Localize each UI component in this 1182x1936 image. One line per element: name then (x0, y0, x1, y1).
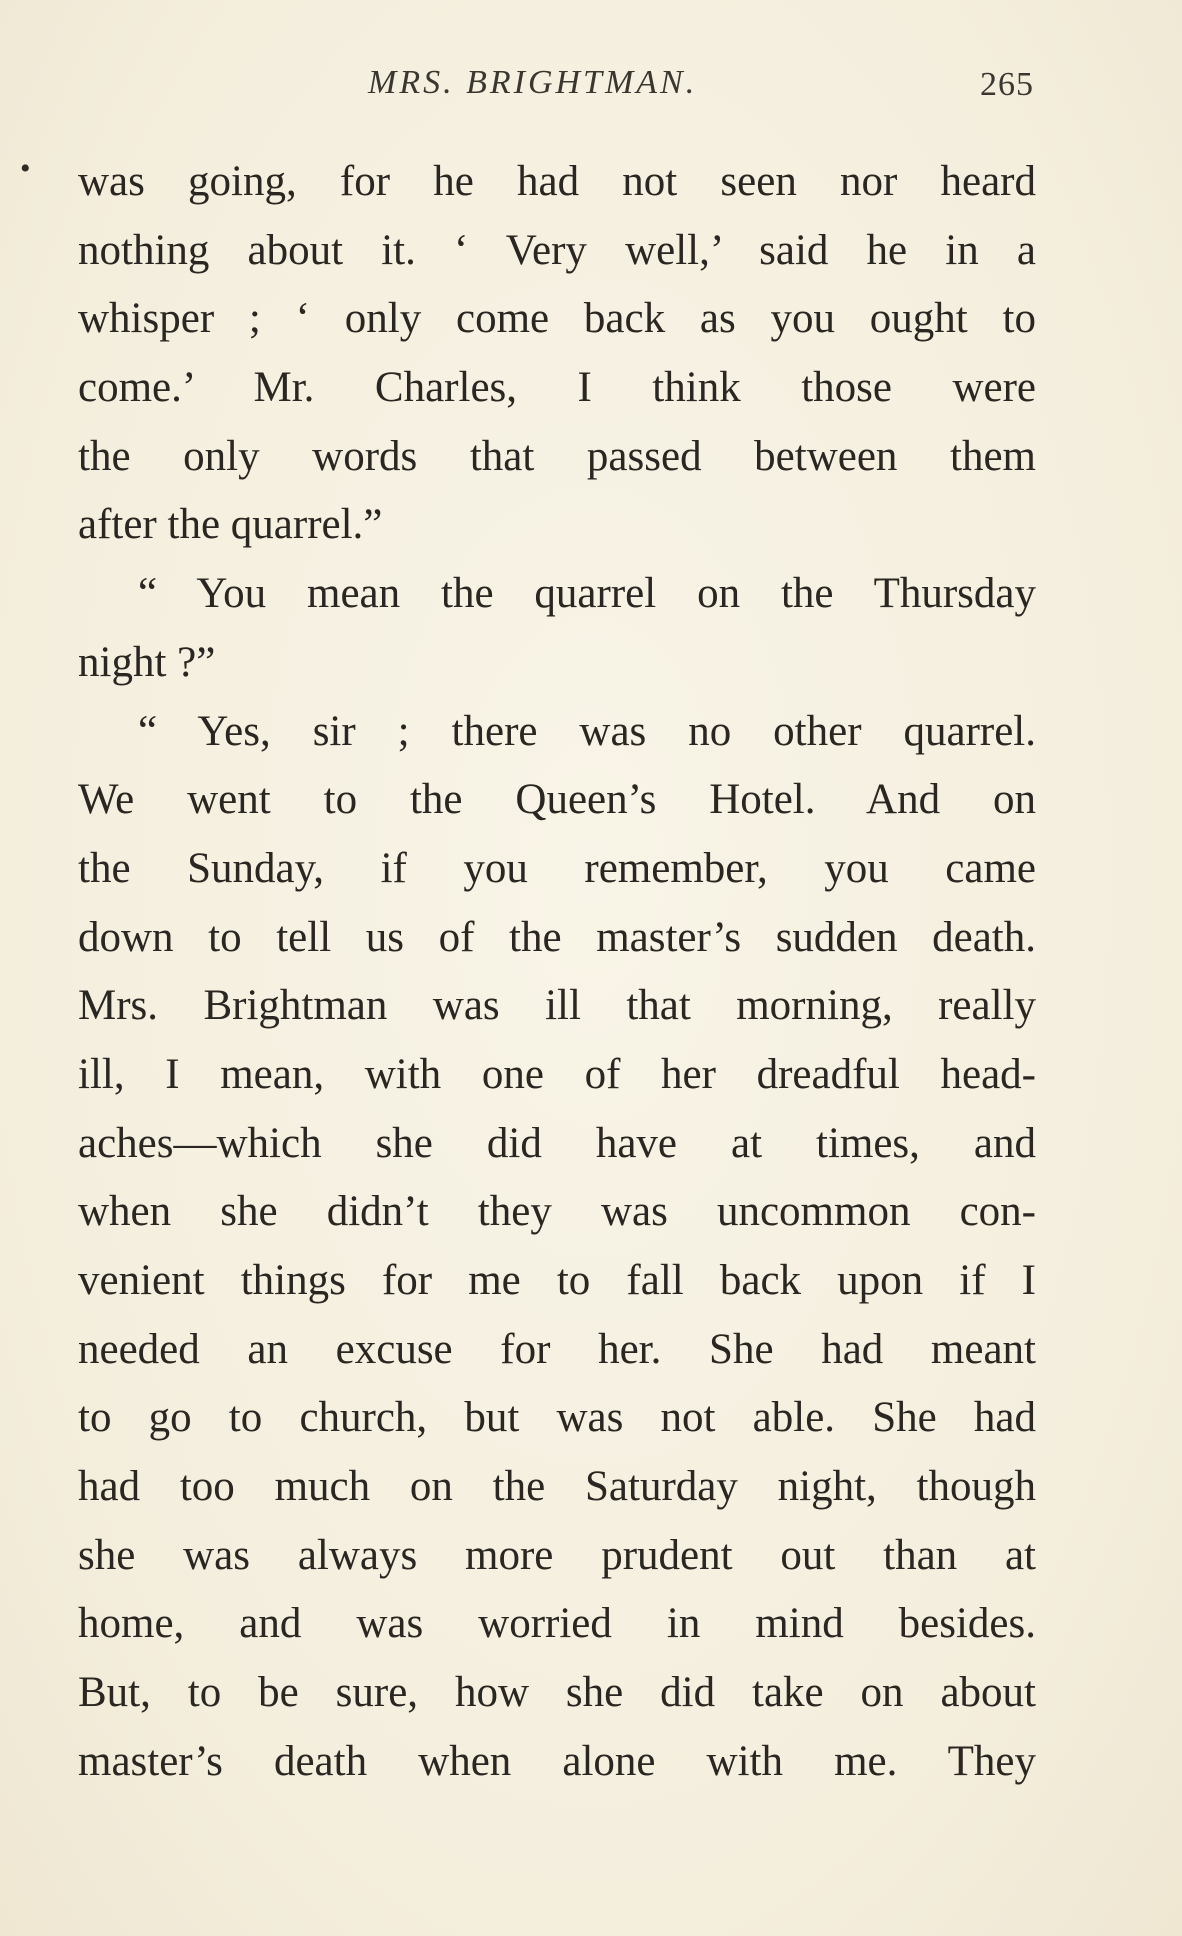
text-line: the Sunday, if you remember, you came (78, 844, 1036, 892)
text-line: “ Yes, sir ; there was no other quarrel. (138, 707, 1036, 755)
text-line: But, to be sure, how she did take on about (78, 1669, 1036, 1717)
text-line: to go to church, but was not able. She had (78, 1394, 1036, 1442)
running-title: MRS. BRIGHTMAN. (368, 64, 698, 101)
text-line: after the quarrel.” (78, 501, 383, 549)
text-line: home, and was worried in mind besides. (78, 1600, 1036, 1648)
text-line: venient things for me to fall back upon if I (78, 1257, 1036, 1304)
text-line: whisper ; ‘ only come back as you ought to (78, 295, 1036, 343)
text-line: nothing about it. ‘ Very well,’ said he in a (78, 226, 1036, 274)
text-line: night ?” (78, 638, 216, 686)
text-line: was going, for he had not seen nor heard (78, 158, 1036, 205)
text-line: “ You mean the quarrel on the Thursday (138, 570, 1036, 618)
text-line: Mrs. Brightman was ill that morning, really (78, 982, 1036, 1030)
page-number: 265 (980, 66, 1034, 103)
body-text (78, 148, 1036, 1797)
text-line: she was always more prudent out than at (78, 1531, 1036, 1579)
text-line: had too much on the Saturday night, though (78, 1463, 1036, 1511)
margin-mark: • (20, 152, 31, 185)
text-line: come.’ Mr. Charles, I think those were (78, 364, 1036, 412)
text-line: We went to the Queen’s Hotel. And on (78, 776, 1036, 824)
text-line: master’s death when alone with me. They (78, 1737, 1036, 1785)
text-line: aches—which she did have at times, and (78, 1119, 1036, 1167)
text-line: the only words that passed between them (78, 432, 1036, 480)
text-line: ill, I mean, with one of her dreadful head- (78, 1050, 1036, 1098)
text-line: needed an excuse for her. She had meant (78, 1325, 1036, 1373)
text-line: down to tell us of the master’s sudden death. (78, 913, 1036, 961)
text-line: when she didn’t they was uncommon con- (78, 1188, 1036, 1236)
running-head (0, 60, 1182, 108)
